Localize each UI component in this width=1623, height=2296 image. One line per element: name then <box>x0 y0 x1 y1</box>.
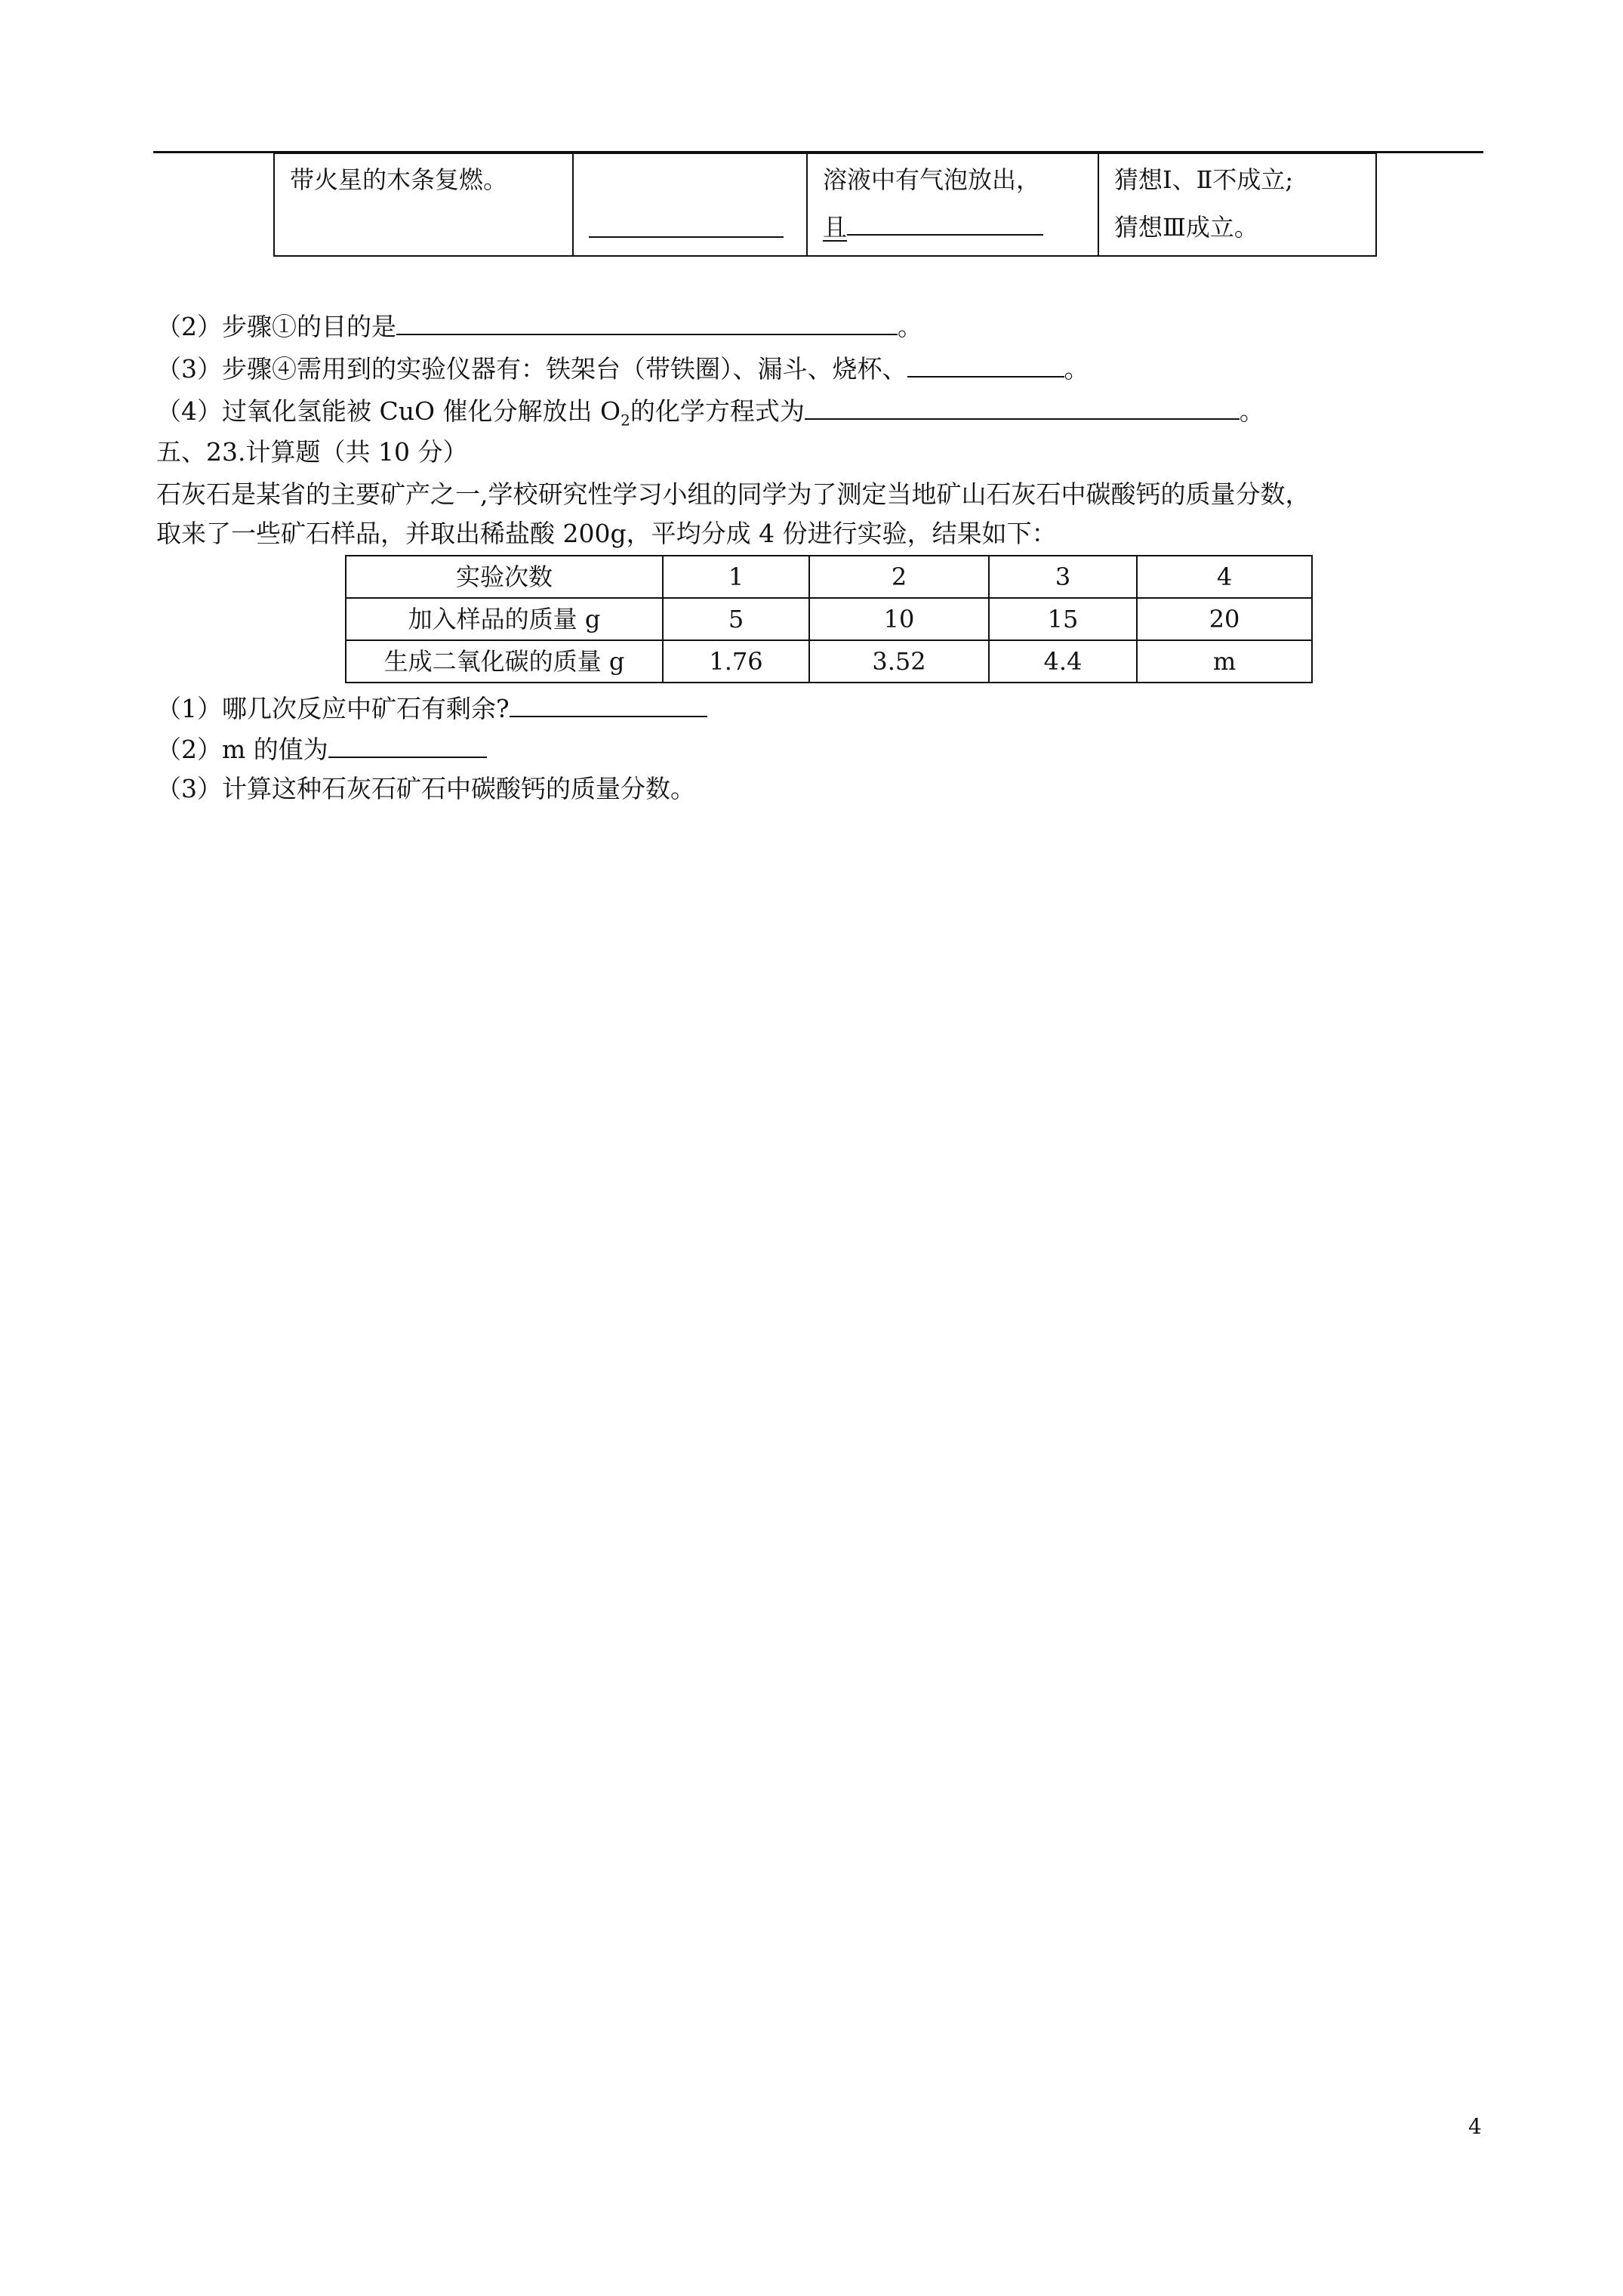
row-header: 加入样品的质量 g <box>346 598 663 640</box>
section-title: 五、23.计算题（共 10 分） <box>156 437 468 467</box>
sub-question-3: （3）计算这种石灰石矿石中碳酸钙的质量分数。 <box>156 774 695 803</box>
page-number: 4 <box>1468 2114 1482 2139</box>
answer-blank[interactable] <box>328 728 487 758</box>
question-text: （2）m 的值为 <box>156 735 328 764</box>
table-cell: 1 <box>663 556 809 598</box>
table-row <box>346 556 1312 598</box>
sub-question-1 <box>156 687 707 729</box>
table-cell: 3.52 <box>809 640 989 683</box>
table-cell <box>807 153 1098 256</box>
problem-paragraph-2: 取来了一些矿石样品，并取出稀盐酸 200g，平均分成 4 份进行实验，结果如下： <box>156 519 1057 548</box>
subscript: 2 <box>621 411 630 430</box>
question-text: （4）过氧化氢能被 CuO 催化分解放出 O <box>156 396 621 426</box>
question-text: （3）步骤④需用到的实验仪器有：铁架台（带铁圈）、漏斗、烧杯、 <box>156 354 907 384</box>
question-2 <box>156 305 922 347</box>
table-cell: 20 <box>1137 598 1312 640</box>
table-cell: 4 <box>1137 556 1312 598</box>
table-cell <box>1098 153 1376 256</box>
table-row <box>346 598 1312 640</box>
table-cell: m <box>1137 640 1312 683</box>
answer-blank[interactable] <box>907 347 1064 378</box>
question-text: 的化学方程式为 <box>630 396 805 426</box>
answer-blank[interactable] <box>805 390 1240 420</box>
punctuation: 。 <box>898 312 922 341</box>
cell-text: 溶液中有气泡放出， <box>823 165 1041 194</box>
question-text: （2）步骤①的目的是 <box>156 312 396 341</box>
table-cell <box>274 153 573 256</box>
table-cell: 3 <box>989 556 1137 598</box>
cell-text: 且 <box>823 213 848 242</box>
table-cell: 1.76 <box>663 640 809 683</box>
row-header: 实验次数 <box>346 556 663 598</box>
table-cell: 15 <box>989 598 1137 640</box>
question-text: （1）哪几次反应中矿石有剩余? <box>156 694 510 723</box>
table-cell: 10 <box>809 598 989 640</box>
results-table <box>345 555 1313 683</box>
table-cell: 5 <box>663 598 809 640</box>
cell-text: 带火星的木条复燃。 <box>290 165 508 194</box>
question-3 <box>156 347 1089 390</box>
answer-blank[interactable] <box>847 204 1043 236</box>
table-row <box>274 153 1376 256</box>
problem-paragraph-1: 石灰石是某省的主要矿产之一,学校研究性学习小组的同学为了测定当地矿山石灰石中碳酸钙的质量分数， <box>156 479 1310 509</box>
cell-text: 猜想Ⅰ、Ⅱ不成立; <box>1114 165 1294 194</box>
row-header: 生成二氧化碳的质量 g <box>346 640 663 683</box>
table-row <box>346 640 1312 683</box>
experiment-table <box>273 153 1377 257</box>
answer-blank[interactable] <box>589 206 784 238</box>
sub-question-2 <box>156 728 487 770</box>
table-cell <box>573 153 807 256</box>
answer-blank[interactable] <box>396 305 898 335</box>
punctuation: 。 <box>1064 354 1089 384</box>
table-cell: 2 <box>809 556 989 598</box>
punctuation: 。 <box>1239 396 1264 426</box>
table-cell: 4.4 <box>989 640 1137 683</box>
cell-text: 猜想Ⅲ成立。 <box>1114 213 1258 242</box>
answer-blank[interactable] <box>510 687 707 717</box>
